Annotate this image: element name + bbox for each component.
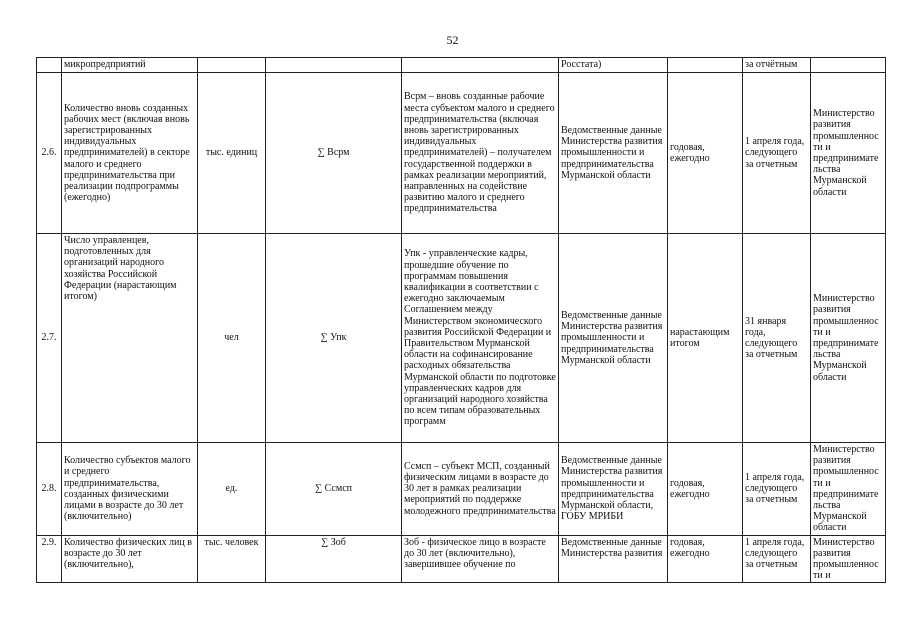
cell-responsible: Министерство развития промышленности и — [811, 535, 886, 583]
table-row — [37, 73, 886, 234]
cell-source: Росстата) — [559, 58, 668, 73]
cell-definition: Упк - управленческие кадры, прошедшие обучение по программам повышения квалификации в соответствии с ежегодно заключаемым Соглашением между Министерством экономического развития Российской Федерации и Правительством Мурманской области на софинансирование расходных обязательства Мурманской области по подготовке управленческих кадров для организаций народного хозяйства по всем типам образовательных программ — [402, 234, 559, 443]
cell-unit: чел — [198, 234, 266, 443]
cell-responsible — [811, 58, 886, 73]
cell-source: Ведомственные данные Министерства развития промышленности и предпринимательства Мурманской области, ГОБУ МРИБИ — [559, 443, 668, 536]
cell-period: годовая, ежегодно — [668, 535, 743, 583]
cell-period: нарастающим итогом — [668, 234, 743, 443]
cell-responsible: Министерство развития промышленности и предпринимательства Мурманской области — [811, 73, 886, 234]
table-row — [37, 58, 886, 73]
cell-unit: тыс. человек — [198, 535, 266, 583]
table-row — [37, 234, 886, 443]
cell-formula: ∑ Всрм — [266, 73, 402, 234]
cell-indicator: Количество физических лиц в возрасте до 30 лет (включительно), — [62, 535, 198, 583]
cell-responsible: Министерство развития промышленности и предпринимательства Мурманской области — [811, 234, 886, 443]
page-number: 52 — [446, 33, 459, 47]
cell-period: годовая, ежегодно — [668, 443, 743, 536]
cell-indicator: Количество вновь созданных рабочих мест (включая вновь зарегистрированных индивидуальных предпринимателей) в секторе малого и среднего предпринимательства при реализации подпрограммы (ежегодно) — [62, 73, 198, 234]
cell-deadline: 31 января года, следующего за отчетным — [743, 234, 811, 443]
cell-period — [668, 58, 743, 73]
cell-source: Ведомственные данные Министерства развития — [559, 535, 668, 583]
cell-responsible: Министерство развития промышленности и предпринимательства Мурманской области — [811, 443, 886, 536]
cell-deadline: за отчётным — [743, 58, 811, 73]
cell-num: 2.6. — [37, 73, 62, 234]
cell-source: Ведомственные данные Министерства развития промышленности и предпринимательства Мурманской области — [559, 73, 668, 234]
cell-num — [37, 58, 62, 73]
cell-deadline: 1 апреля года, следующего за отчетным — [743, 535, 811, 583]
cell-deadline: 1 апреля года, следующего за отчетным — [743, 443, 811, 536]
cell-num: 2.8. — [37, 443, 62, 536]
cell-unit: ед. — [198, 443, 266, 536]
cell-period: годовая, ежегодно — [668, 73, 743, 234]
cell-num: 2.9. — [37, 535, 62, 583]
cell-definition: Ссмсп – субъект МСП, созданный физическим лицами в возрасте до 30 лет в рамках реализации мероприятий по поддержке молодежного предпринимательства — [402, 443, 559, 536]
cell-indicator: микропредприятий — [62, 58, 198, 73]
cell-num: 2.7. — [37, 234, 62, 443]
cell-unit — [198, 58, 266, 73]
cell-indicator: Число управленцев, подготовленных для организаций народного хозяйства Российской Федерации (нарастающим итогом) — [62, 234, 198, 443]
cell-definition — [402, 58, 559, 73]
cell-definition: Всрм – вновь созданные рабочие места субъектом малого и среднего предпринимательства (включая вновь зарегистрированных индивидуальных предпринимателей) – получателем государственной поддержки в рамках реализации мероприятий, направленных на содействие развитию малого и среднего предпринимательства — [402, 73, 559, 234]
cell-definition: Зоб - физическое лицо в возрасте до 30 лет (включительно), завершившее обучение по — [402, 535, 559, 583]
table-row — [37, 535, 886, 583]
cell-formula: ∑ Упк — [266, 234, 402, 443]
cell-indicator: Количество субъектов малого и среднего предпринимательства, созданных физическими лицами в возрасте до 30 лет (включительно) — [62, 443, 198, 536]
table-row — [37, 443, 886, 536]
cell-formula: ∑ Ссмсп — [266, 443, 402, 536]
cell-formula: ∑ Зоб — [266, 535, 402, 583]
cell-deadline: 1 апреля года, следующего за отчетным — [743, 73, 811, 234]
cell-unit: тыс. единиц — [198, 73, 266, 234]
indicators-table — [36, 57, 886, 583]
cell-formula — [266, 58, 402, 73]
cell-source: Ведомственные данные Министерства развития промышленности и предпринимательства Мурманской области — [559, 234, 668, 443]
